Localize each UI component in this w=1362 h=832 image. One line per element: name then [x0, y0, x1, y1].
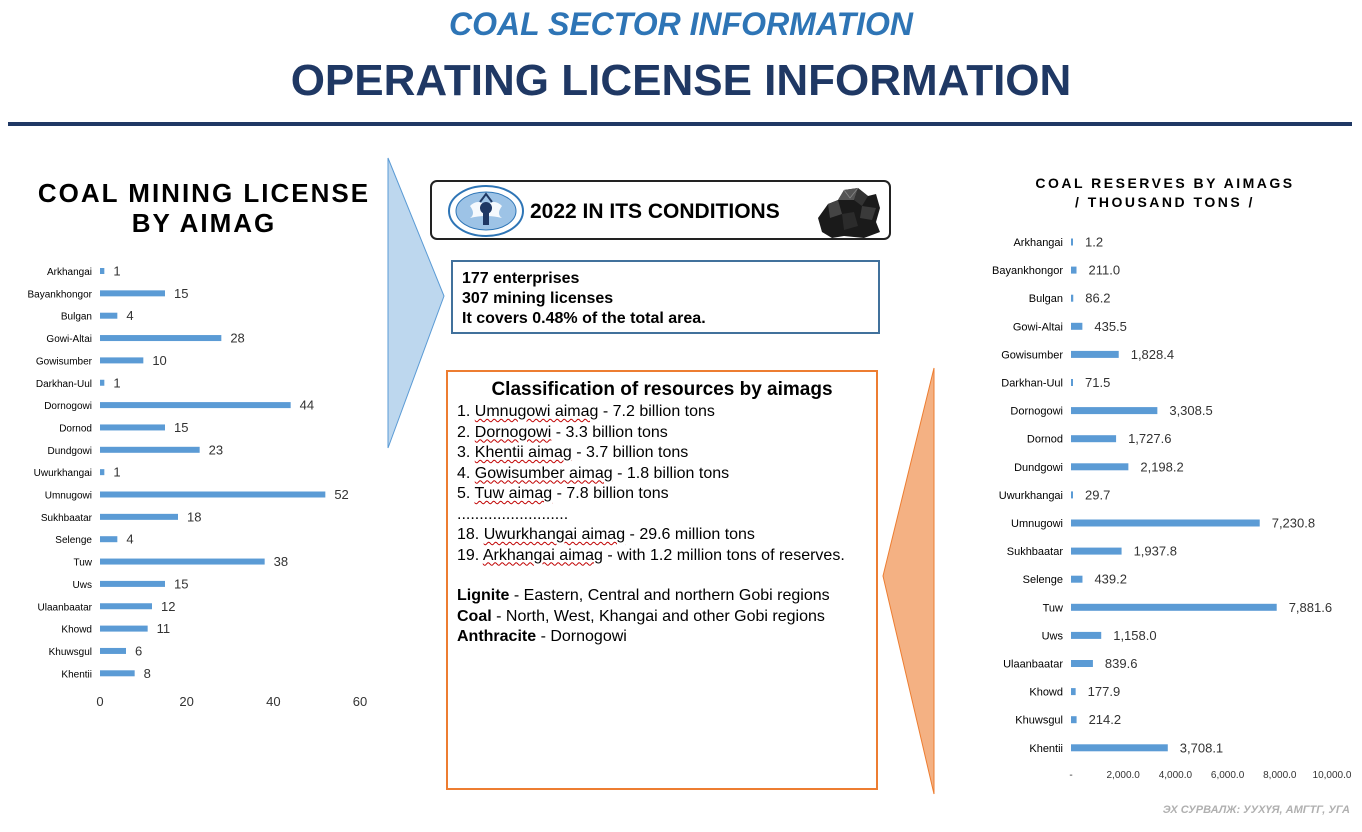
item-aimag: Tuw aimag [474, 485, 553, 502]
classification-item [457, 525, 867, 546]
bar [100, 648, 126, 654]
bar [1071, 267, 1077, 274]
coal-type-label: Anthracite [457, 628, 537, 645]
data-label: 10 [152, 352, 167, 368]
data-label: 435.5 [1094, 318, 1127, 334]
x-tick-label: 40 [266, 694, 281, 709]
data-label: 1,937.8 [1133, 543, 1177, 559]
bar [100, 603, 152, 609]
item-amount: - 29.6 million tons [625, 526, 755, 543]
category-label: Bulgan [60, 311, 92, 323]
classification-ellipsis [457, 505, 867, 526]
data-label: 3,708.1 [1179, 740, 1224, 756]
item-aimag: Uwurkhangai aimag [483, 526, 626, 543]
data-label: 38 [273, 554, 289, 570]
bar [1071, 407, 1157, 414]
item-amount: - with 1.2 million tons of reserves. [602, 546, 845, 564]
bar [1071, 660, 1093, 667]
category-label: Dornogowi [44, 401, 92, 413]
bar [1071, 576, 1082, 583]
data-label: 4 [126, 308, 134, 324]
category-label: Ulaanbaatar [37, 602, 92, 614]
data-label: 439.2 [1094, 571, 1128, 587]
coal-type-label: Coal [457, 607, 492, 625]
classification-item [457, 464, 867, 485]
item-number: 19. [457, 546, 483, 564]
category-label: Umnugowi [1011, 518, 1063, 530]
bar [100, 357, 143, 363]
data-label: 177.9 [1087, 684, 1121, 700]
category-label: Gowi-Altai [46, 334, 92, 346]
bar [1071, 548, 1122, 555]
header-subtitle: COAL SECTOR INFORMATION [449, 6, 913, 42]
bar [100, 492, 325, 498]
reserves-chart-title-line1: COAL RESERVES BY AIMAGS [1035, 175, 1295, 191]
item-amount: - 7.2 billion tons [598, 403, 715, 420]
orange-arrow-shape [878, 364, 940, 804]
category-label: Dornod [1026, 433, 1063, 446]
x-tick-label: 4,000.0 [1158, 770, 1193, 781]
data-label: 11 [156, 621, 171, 637]
bar [1071, 323, 1082, 330]
bar [1071, 463, 1128, 470]
classification-box [446, 370, 878, 790]
item-amount: - 1.8 billion tons [612, 464, 730, 482]
coal-type-label: Lignite [457, 587, 510, 604]
data-label: 8 [143, 665, 151, 681]
bar [1071, 295, 1073, 302]
coal-type-lignite [457, 586, 867, 607]
data-label: 1 [113, 375, 121, 391]
data-label: 12 [161, 598, 176, 614]
coal-lump-icon [814, 184, 884, 240]
category-label: Dundgowi [1014, 461, 1063, 474]
bar [1071, 716, 1077, 723]
item-aimag: Gowisumber aimag [474, 464, 613, 482]
x-tick-label: 8,000.0 [1263, 770, 1297, 781]
source-note: ЭХ СУРВАЛЖ: УУХҮЯ, АМГТГ, УГА [1162, 804, 1350, 816]
coal-type-coal [457, 607, 867, 628]
data-label: 23 [208, 442, 224, 458]
x-tick-label: 6,000.0 [1210, 770, 1245, 781]
category-label: Bayankhongor [27, 289, 92, 301]
category-label: Arkhangai [46, 267, 92, 278]
bar [100, 313, 117, 319]
bar [100, 424, 165, 430]
data-label: 15 [174, 285, 189, 301]
category-label: Selenge [55, 535, 92, 547]
item-number: 5. [457, 485, 475, 502]
item-number: 2. [457, 423, 475, 441]
category-label: Ulaanbaatar [1003, 658, 1063, 671]
data-label: 44 [299, 397, 315, 413]
x-tick-label: - [1069, 770, 1073, 781]
category-label: Sukhbaatar [40, 512, 92, 524]
data-label: 86.2 [1085, 290, 1111, 306]
data-label: 28 [230, 330, 245, 346]
data-label: 214.2 [1088, 712, 1122, 728]
bar [100, 469, 104, 475]
bar [100, 536, 117, 542]
classification-item [457, 484, 867, 505]
category-label: Khowd [61, 624, 92, 636]
reserves-chart-title-line2: / THOUSAND TONS / [1075, 194, 1255, 210]
license-chart-title [20, 178, 388, 238]
coal-type-anthracite [457, 627, 867, 648]
header-divider [8, 122, 1352, 126]
classification-item [457, 546, 867, 567]
data-label: 1.2 [1085, 234, 1104, 250]
item-number: 3. [457, 444, 475, 461]
data-label: 15 [174, 576, 189, 592]
bar [1071, 744, 1168, 751]
category-label: Darkhan-Uul [1001, 377, 1063, 390]
category-label: Arkhangai [1013, 237, 1063, 249]
data-label: 18 [187, 509, 202, 525]
data-label: 3,308.5 [1169, 403, 1213, 419]
category-label: Uws [1041, 630, 1063, 643]
category-label: Bulgan [1028, 293, 1063, 306]
item-aimag: Arkhangai aimag [482, 546, 603, 564]
bar [1071, 379, 1073, 386]
item-amount: - 3.3 billion tons [551, 423, 668, 441]
category-label: Tuw [1042, 602, 1063, 615]
data-label: 1,828.4 [1130, 346, 1175, 362]
bar [100, 402, 291, 408]
coal-type-desc: - Eastern, Central and northern Gobi regions [509, 587, 830, 604]
data-label: 7,230.8 [1271, 515, 1316, 531]
data-label: 15 [174, 419, 189, 435]
data-label: 1 [113, 464, 121, 480]
x-tick-label: 60 [352, 694, 368, 709]
data-label: 1,727.6 [1128, 431, 1172, 447]
summary-enterprises: 177 enterprises [462, 270, 580, 287]
data-label: 2,198.2 [1140, 459, 1184, 475]
category-label: Uwurkhangai [33, 468, 92, 480]
mongolia-emblem-icon [446, 184, 526, 238]
coal-type-desc: - Dornogowi [536, 628, 627, 645]
conditions-banner-text: 2022 IN ITS CONDITIONS [530, 200, 780, 223]
item-aimag: Khentii aimag [474, 444, 572, 461]
category-label: Khentii [1029, 742, 1063, 755]
license-chart [0, 255, 390, 720]
bar [100, 447, 200, 453]
bar [1071, 435, 1116, 442]
item-aimag: Dornogowi [474, 423, 552, 441]
category-label: Khuwsgul [1015, 714, 1063, 727]
bar [100, 626, 148, 632]
bar [1071, 491, 1073, 498]
coal-type-desc: - North, West, Khangai and other Gobi regions [491, 607, 825, 625]
bar [100, 514, 178, 520]
item-number: 1. [457, 403, 475, 420]
bar [1071, 604, 1277, 611]
category-label: Gowisumber [1001, 349, 1063, 362]
summary-box [451, 260, 880, 334]
category-label: Gowisumber [35, 356, 92, 368]
classification-item [457, 402, 867, 423]
category-label: Dornod [59, 423, 92, 435]
category-label: Uwurkhangai [998, 489, 1063, 502]
bar [100, 290, 165, 296]
bar [1071, 351, 1119, 358]
data-label: 6 [135, 643, 143, 659]
summary-licenses: 307 mining licenses [462, 290, 614, 307]
spacer [457, 566, 867, 586]
bar [100, 380, 104, 386]
license-chart-title-line1: COAL MINING LICENSE [37, 178, 371, 208]
data-label: 4 [126, 531, 134, 547]
data-label: 29.7 [1085, 487, 1111, 503]
x-tick-label: 20 [179, 694, 194, 709]
item-number: 18. [457, 526, 484, 543]
bar [1071, 239, 1073, 246]
bar [100, 335, 221, 341]
data-label: 1 [113, 263, 121, 279]
category-label: Khentii [61, 669, 92, 681]
data-label: 71.5 [1085, 375, 1111, 390]
category-label: Khuwsgul [48, 646, 92, 658]
reserves-chart [960, 222, 1362, 792]
category-label: Dundgowi [47, 445, 92, 457]
item-number: 4. [457, 464, 475, 482]
bar [1071, 520, 1260, 527]
license-chart-title-line2: BY AIMAG [131, 208, 277, 238]
bar [100, 268, 104, 274]
bar [1071, 688, 1076, 695]
category-label: Tuw [73, 557, 92, 569]
data-label: 7,881.6 [1288, 599, 1333, 615]
bar [1071, 632, 1101, 639]
x-tick-label: 10,000.0 [1312, 770, 1352, 781]
data-label: 211.0 [1088, 262, 1121, 278]
reserves-chart-title [980, 174, 1350, 212]
category-label: Khowd [1029, 686, 1063, 699]
classification-title [457, 378, 867, 402]
ellipsis-text: ......................... [457, 505, 569, 523]
item-aimag: Umnugowi aimag [474, 403, 599, 420]
classification-title-text: Classification of resources by aimags [491, 379, 833, 400]
category-label: Sukhbaatar [1006, 546, 1063, 559]
category-label: Darkhan-Uul [35, 378, 92, 390]
category-label: Uws [72, 579, 92, 591]
bar [100, 670, 135, 676]
item-amount: - 3.7 billion tons [571, 444, 689, 461]
category-label: Dornogowi [1010, 405, 1063, 418]
classification-item [457, 423, 867, 444]
data-label: 1,158.0 [1113, 627, 1157, 643]
x-tick-label: 2,000.0 [1106, 770, 1140, 781]
data-label: 839.6 [1104, 656, 1138, 671]
summary-area: It covers 0.48% of the total area. [462, 310, 706, 327]
category-label: Umnugowi [44, 490, 92, 502]
item-amount: - 7.8 billion tons [552, 485, 669, 502]
category-label: Bayankhongor [992, 265, 1063, 278]
classification-item [457, 443, 867, 464]
category-label: Selenge [1022, 574, 1063, 587]
bar [100, 559, 265, 565]
bar [100, 581, 165, 587]
page-title: OPERATING LICENSE INFORMATION [290, 56, 1072, 105]
category-label: Gowi-Altai [1012, 321, 1063, 334]
data-label: 52 [334, 487, 349, 502]
x-tick-label: 0 [96, 694, 104, 709]
